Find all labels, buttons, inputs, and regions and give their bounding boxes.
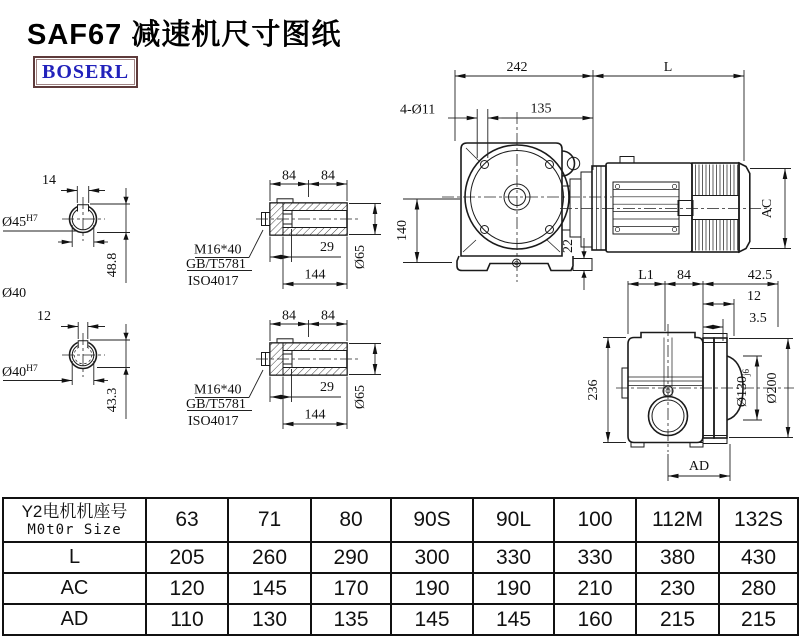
dim-4-holes: 4-Ø11 bbox=[400, 102, 436, 118]
page-title: SAF67 减速机尺寸图纸 bbox=[27, 19, 342, 51]
dim-29: 29 bbox=[320, 240, 334, 255]
table-cell: 380 bbox=[636, 542, 719, 573]
table-cell: 205 bbox=[146, 542, 228, 573]
motor-size-column: 112M bbox=[636, 498, 719, 542]
table-cell: 160 bbox=[554, 604, 636, 635]
table-row-AD bbox=[3, 604, 798, 635]
motor-size-column: 90L bbox=[473, 498, 554, 542]
dim-29: 29 bbox=[320, 380, 334, 395]
dim-84: 84 bbox=[677, 268, 691, 283]
table-cell: 210 bbox=[554, 573, 636, 604]
dim-48-8: 48.8 bbox=[105, 252, 120, 278]
table-cell: 215 bbox=[636, 604, 719, 635]
table-cell: 130 bbox=[228, 604, 311, 635]
row-label: AC bbox=[3, 573, 146, 604]
dim-flange-od-200: Ø200 bbox=[765, 372, 780, 404]
front-view-drawing bbox=[442, 112, 772, 282]
dim-43-3: 43.3 bbox=[105, 387, 120, 413]
motor-size-column: 90S bbox=[391, 498, 473, 542]
iso-standard-label: ISO4017 bbox=[188, 274, 239, 289]
table-cell: 290 bbox=[311, 542, 391, 573]
shaft-od-label: Ø40 bbox=[2, 286, 27, 301]
table-cell: 300 bbox=[391, 542, 473, 573]
table-cell: 190 bbox=[391, 573, 473, 604]
motor-cooling-fins bbox=[696, 165, 738, 251]
dim-bore-45: $Ø45^{H7}$ bbox=[2, 214, 38, 230]
gb-standard-label: GB/T5781 bbox=[186, 397, 246, 412]
dim-140: 140 bbox=[395, 220, 410, 241]
table-cell: 280 bbox=[719, 573, 798, 604]
table-cell: 260 bbox=[228, 542, 311, 573]
dim-od-65: Ø65 bbox=[353, 384, 368, 410]
dim-84-left: 84 bbox=[282, 308, 296, 324]
table-cell: 145 bbox=[473, 604, 554, 635]
dim-L1: L1 bbox=[638, 268, 654, 283]
dim-84-left: 84 bbox=[282, 168, 296, 184]
dim-144: 144 bbox=[304, 267, 326, 283]
dim-od-65: Ø65 bbox=[353, 244, 368, 270]
hollow-shaft-top-view bbox=[186, 169, 381, 290]
dim-AC: AC bbox=[760, 198, 775, 219]
dim-AD: AD bbox=[688, 459, 710, 474]
dim-84-right: 84 bbox=[321, 168, 335, 184]
motor-size-column: 80 bbox=[311, 498, 391, 542]
table-cell: 145 bbox=[228, 573, 311, 604]
motor-size-label-cn: Y2电机机座号 bbox=[21, 502, 128, 521]
table-header-row bbox=[3, 498, 798, 542]
shaft-section-bottom-view bbox=[2, 309, 130, 419]
table-cell: 215 bbox=[719, 604, 798, 635]
screw-spec-label: M16*40 bbox=[194, 382, 242, 398]
table-row-L bbox=[3, 542, 798, 573]
table-row-AC bbox=[3, 573, 798, 604]
screw-spec-label: M16*40 bbox=[194, 242, 242, 258]
motor-size-column: 63 bbox=[146, 498, 228, 542]
motor-size-column: 100 bbox=[554, 498, 636, 542]
table-corner-header bbox=[3, 498, 146, 542]
dim-84-right: 84 bbox=[321, 308, 335, 324]
side-view-dimensions bbox=[586, 268, 793, 481]
front-view-dimensions bbox=[395, 60, 791, 290]
dim-135: 135 bbox=[530, 101, 552, 117]
table-cell: 430 bbox=[719, 542, 798, 573]
motor-size-column: 132S bbox=[719, 498, 798, 542]
dim-flange-bore-130: $Ø130_{j6}$ bbox=[735, 368, 751, 408]
motor-size-label-en: M0t0r Size bbox=[27, 522, 122, 538]
row-label: L bbox=[3, 542, 146, 573]
hollow-shaft-bottom-view bbox=[186, 309, 381, 430]
shaft-section-top-view bbox=[2, 173, 130, 283]
table-cell: 145 bbox=[391, 604, 473, 635]
table-cell: 135 bbox=[311, 604, 391, 635]
dim-keyway-14: 14 bbox=[42, 173, 56, 188]
dim-12: 12 bbox=[747, 289, 761, 304]
dim-144: 144 bbox=[304, 407, 326, 423]
table-cell: 120 bbox=[146, 573, 228, 604]
table-cell: 330 bbox=[554, 542, 636, 573]
table-cell: 170 bbox=[311, 573, 391, 604]
dim-42-5: 42.5 bbox=[747, 268, 773, 283]
motor-dimension-table bbox=[2, 497, 799, 636]
dim-3-5: 3.5 bbox=[749, 311, 767, 326]
dim-236: 236 bbox=[586, 379, 601, 401]
gb-standard-label: GB/T5781 bbox=[186, 257, 246, 272]
iso-standard-label: ISO4017 bbox=[188, 414, 239, 429]
row-label: AD bbox=[3, 604, 146, 635]
table-cell: 190 bbox=[473, 573, 554, 604]
table-cell: 330 bbox=[473, 542, 554, 573]
dim-L: L bbox=[663, 60, 673, 75]
dim-bore-40: $Ø40^{H7}$ bbox=[2, 364, 38, 380]
table-cell: 230 bbox=[636, 573, 719, 604]
table-cell: 110 bbox=[146, 604, 228, 635]
dim-242: 242 bbox=[506, 60, 528, 75]
dim-keyway-12: 12 bbox=[37, 309, 51, 324]
dim-22: 22 bbox=[561, 239, 576, 253]
motor-size-column: 71 bbox=[228, 498, 311, 542]
boserl-logo-text: BOSERL bbox=[36, 59, 135, 85]
